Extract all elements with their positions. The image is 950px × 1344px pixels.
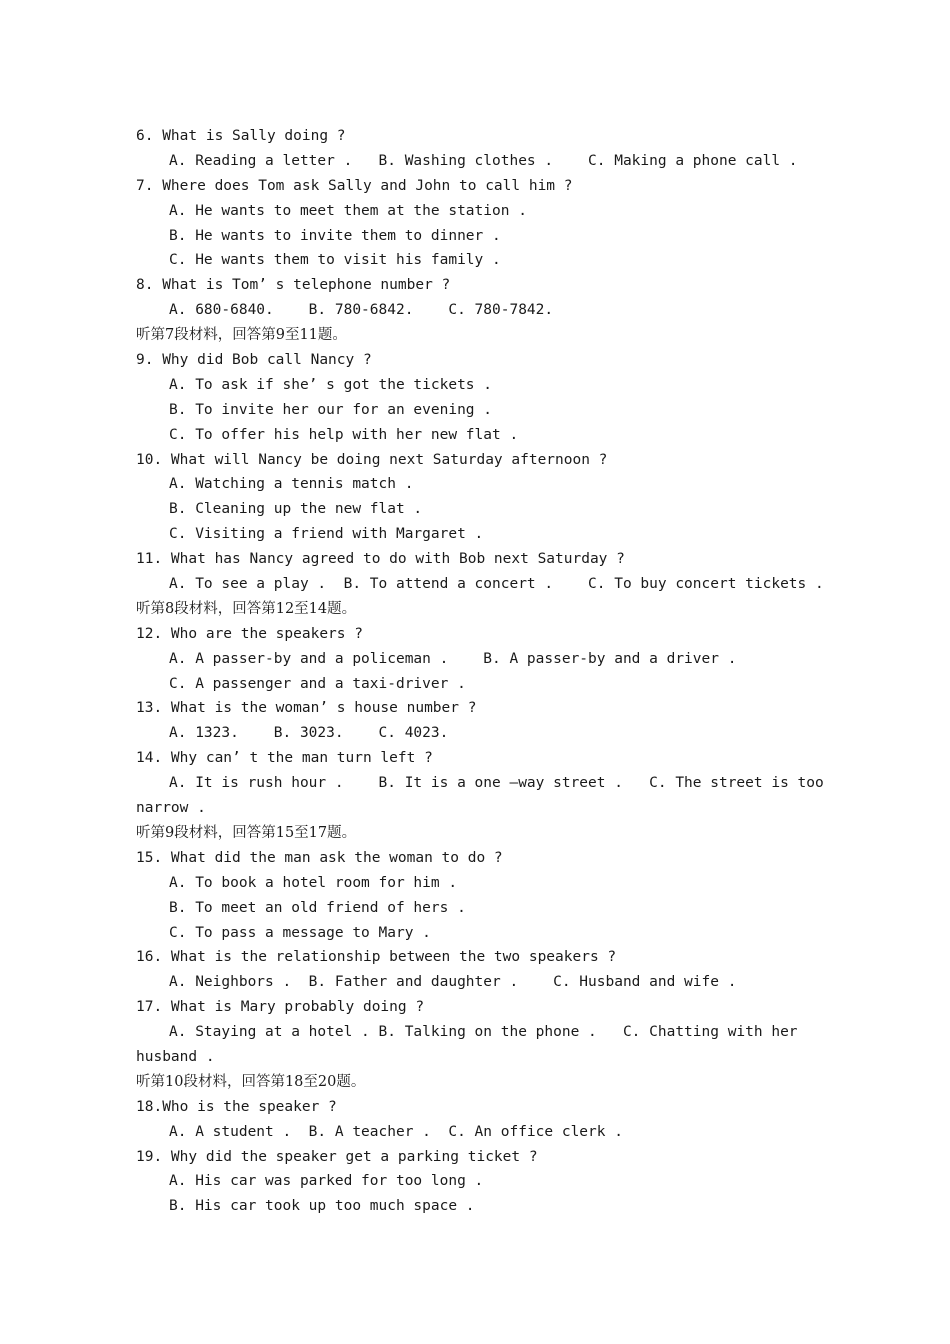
answer-option: B. To meet an old friend of hers . (169, 899, 466, 916)
answer-option: A. To book a hotel room for him . (169, 874, 458, 891)
answer-option: A. His car was parked for too long . (169, 1173, 484, 1190)
question-line: 15. What did the man ask the woman to do ? (136, 849, 503, 866)
answer-continuation: narrow . (136, 800, 206, 817)
answer-options: A. Reading a letter . B. Washing clothes . C. Making a phone call . (169, 152, 798, 169)
answer-option: C. To pass a message to Mary . (169, 924, 431, 941)
question-line: 16. What is the relationship between the two speakers ? (136, 949, 617, 966)
answer-option: C. Visiting a friend with Margaret . (169, 526, 484, 543)
answer-option: C. A passenger and a taxi-driver . (169, 675, 466, 692)
question-line: 14. Why can’ t the man turn left ? (136, 750, 433, 767)
question-line: 18.Who is the speaker ? (136, 1098, 337, 1115)
section-heading: 听第7段材料，回答第9至11题。 (136, 327, 347, 344)
question-line: 10. What will Nancy be doing next Saturday afternoon ? (136, 451, 608, 468)
question-line: 9. Why did Bob call Nancy ? (136, 352, 372, 369)
question-line: 17. What is Mary probably doing ? (136, 999, 425, 1016)
question-line: 8. What is Tom’ s telephone number ? (136, 277, 451, 294)
answer-options: A. 1323. B. 3023. C. 4023. (169, 725, 449, 742)
answer-option: A. He wants to meet them at the station . (169, 202, 527, 219)
answer-options: A. Staying at a hotel . B. Talking on the phone . C. Chatting with her (169, 1024, 798, 1041)
answer-option: B. Cleaning up the new flat . (169, 501, 423, 518)
answer-options: A. A student . B. A teacher . C. An office clerk . (169, 1123, 623, 1140)
answer-option: B. He wants to invite them to dinner . (169, 227, 501, 244)
answer-option: C. To offer his help with her new flat . (169, 426, 519, 443)
question-line: 12. Who are the speakers ? (136, 625, 363, 642)
section-heading: 听第8段材料，回答第12至14题。 (136, 600, 357, 617)
question-line: 13. What is the woman’ s house number ? (136, 700, 477, 717)
answer-options: A. A passer-by and a policeman . B. A passer-by and a driver . (169, 650, 737, 667)
question-line: 6. What is Sally doing ? (136, 128, 346, 144)
answer-continuation: husband . (136, 1048, 215, 1065)
answer-options: A. Neighbors . B. Father and daughter . C. Husband and wife . (169, 974, 737, 991)
question-line: 11. What has Nancy agreed to do with Bob next Saturday ? (136, 551, 625, 568)
answer-options: A. To see a play . B. To attend a concert . C. To buy concert tickets . (169, 576, 824, 593)
answer-option: B. His car took up too much space . (169, 1198, 475, 1215)
answer-option: A. To ask if she’ s got the tickets . (169, 376, 493, 393)
answer-options: A. It is rush hour . B. It is a one –way street . C. The street is too (169, 775, 824, 792)
answer-option: C. He wants them to visit his family . (169, 252, 501, 269)
answer-option: A. Watching a tennis match . (169, 476, 414, 493)
section-heading: 听第10段材料，回答第18至20题。 (136, 1073, 366, 1090)
question-line: 7. Where does Tom ask Sally and John to call him ? (136, 177, 573, 194)
answer-options: A. 680-6840. B. 780-6842. C. 780-7842. (169, 302, 554, 319)
section-heading: 听第9段材料，回答第15至17题。 (136, 824, 357, 841)
answer-option: B. To invite her our for an evening . (169, 401, 493, 418)
listening-questions (136, 124, 824, 1219)
question-line: 19. Why did the speaker get a parking ticket ? (136, 1148, 538, 1165)
